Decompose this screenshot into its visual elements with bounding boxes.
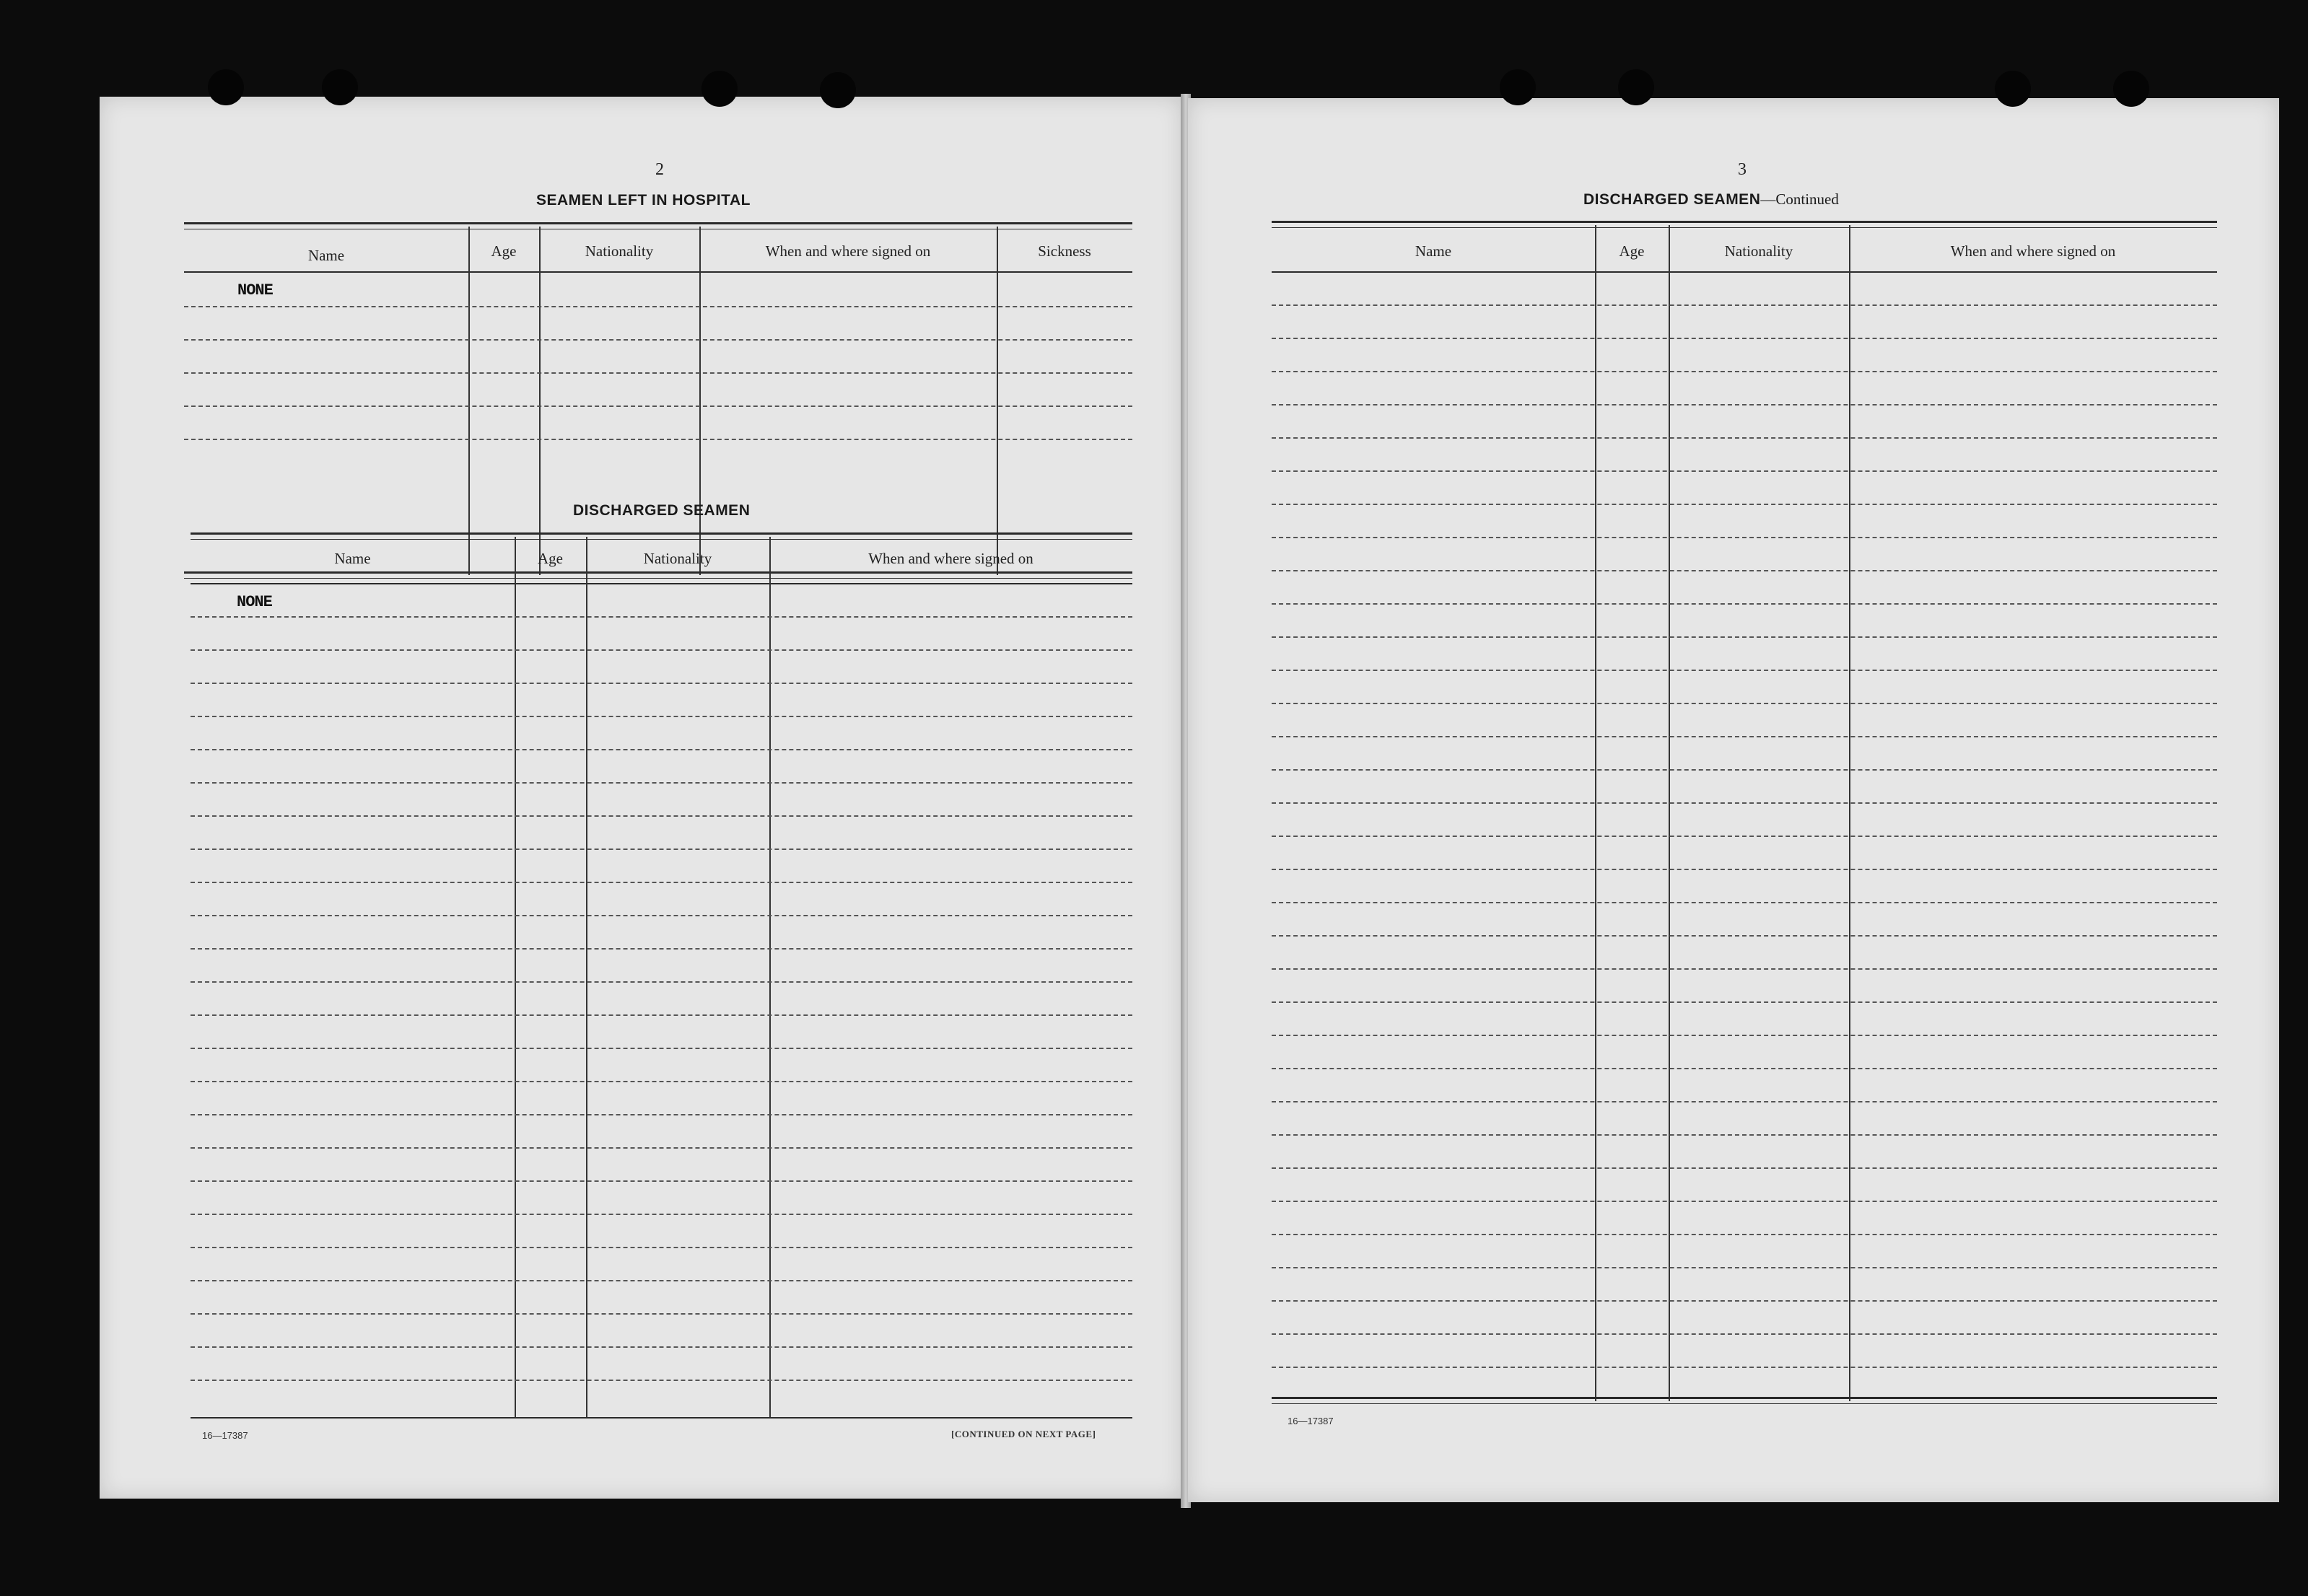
row-line xyxy=(191,616,1132,618)
row-line xyxy=(191,782,1132,784)
row-line xyxy=(1272,570,2217,571)
row-line xyxy=(1272,1035,2217,1036)
row-line xyxy=(1272,1134,2217,1136)
form-number: 16—17387 xyxy=(202,1430,248,1441)
table-bottom-rule xyxy=(1272,1397,2217,1404)
row-line xyxy=(1272,1267,2217,1268)
row-line xyxy=(1272,1367,2217,1368)
col-header-signed-on: When and where signed on xyxy=(765,242,931,260)
row-line xyxy=(184,372,1132,374)
row-line xyxy=(1272,537,2217,538)
row-line xyxy=(1272,304,2217,306)
row-line xyxy=(191,882,1132,883)
discharged-continued-title xyxy=(1583,190,1839,209)
row-line xyxy=(191,1280,1132,1281)
row-line xyxy=(1272,1001,2217,1003)
title-suffix: —Continued xyxy=(1760,190,1839,208)
row-line xyxy=(191,1380,1132,1381)
row-line xyxy=(1272,802,2217,804)
continued-note: [CONTINUED ON NEXT PAGE] xyxy=(951,1429,1096,1439)
col-header-nationality: Nationality xyxy=(1724,242,1793,260)
binder-hole xyxy=(208,69,244,105)
row-line xyxy=(1272,404,2217,405)
row-line xyxy=(184,339,1132,341)
right-page xyxy=(1188,98,2279,1502)
column-divider xyxy=(468,227,470,575)
row-line xyxy=(1272,1167,2217,1169)
column-divider xyxy=(515,537,516,1419)
col-header-signed-on: When and where signed on xyxy=(1950,242,2116,260)
binder-hole xyxy=(1618,69,1654,105)
entry-none: NONE xyxy=(237,281,273,299)
col-header-nationality: Nationality xyxy=(643,550,712,567)
left-page xyxy=(100,97,1182,1499)
column-divider xyxy=(539,227,541,575)
header-rule xyxy=(191,583,1132,584)
column-divider xyxy=(586,537,587,1419)
column-divider xyxy=(1595,225,1596,1401)
row-line xyxy=(191,981,1132,983)
binder-hole xyxy=(701,71,738,107)
row-line xyxy=(191,1214,1132,1215)
discharged-table xyxy=(191,532,1132,1423)
row-line xyxy=(1272,935,2217,937)
row-line xyxy=(191,1147,1132,1149)
col-header-nationality: Nationality xyxy=(585,242,654,260)
row-line xyxy=(1272,437,2217,439)
row-line xyxy=(1272,371,2217,372)
header-rule xyxy=(1272,271,2217,273)
row-line xyxy=(191,1081,1132,1082)
row-line xyxy=(1272,470,2217,472)
row-line xyxy=(184,306,1132,307)
table-top-rule xyxy=(184,222,1132,229)
row-line xyxy=(191,1346,1132,1348)
row-line xyxy=(191,749,1132,750)
row-line xyxy=(1272,670,2217,671)
row-line xyxy=(191,849,1132,850)
row-line xyxy=(1272,338,2217,339)
binder-hole xyxy=(2113,71,2149,107)
row-line xyxy=(1272,1068,2217,1069)
row-line xyxy=(191,1313,1132,1315)
row-line xyxy=(1272,968,2217,970)
col-header-name: Name xyxy=(307,247,345,264)
page-number: 3 xyxy=(1738,160,1747,179)
row-line xyxy=(184,439,1132,440)
row-line xyxy=(1272,603,2217,605)
binder-hole xyxy=(820,72,856,108)
row-line xyxy=(1272,1101,2217,1102)
table-top-rule xyxy=(191,532,1132,540)
row-line xyxy=(1272,1201,2217,1202)
row-line xyxy=(191,815,1132,817)
row-line xyxy=(191,1180,1132,1182)
header-rule xyxy=(184,271,1132,273)
row-line xyxy=(1272,504,2217,505)
col-header-name: Name xyxy=(1415,242,1452,260)
row-line xyxy=(191,649,1132,651)
discharged-continued-table xyxy=(1272,221,2217,1404)
row-line xyxy=(191,716,1132,717)
col-header-age: Age xyxy=(1619,242,1645,260)
row-line xyxy=(1272,736,2217,737)
column-divider xyxy=(997,227,998,575)
row-line xyxy=(1272,769,2217,771)
row-line xyxy=(184,405,1132,407)
binder-hole xyxy=(1500,69,1536,105)
title-main: DISCHARGED SEAMEN xyxy=(1583,191,1761,208)
row-line xyxy=(191,1247,1132,1248)
table-bottom-rule xyxy=(191,1417,1132,1419)
row-line xyxy=(191,915,1132,916)
row-line xyxy=(1272,703,2217,704)
row-line xyxy=(1272,902,2217,903)
col-header-age: Age xyxy=(538,550,563,567)
hospital-section-title: SEAMEN LEFT IN HOSPITAL xyxy=(536,192,751,209)
column-divider xyxy=(1849,225,1850,1401)
col-header-age: Age xyxy=(491,242,517,260)
col-header-signed-on: When and where signed on xyxy=(868,550,1033,567)
column-divider xyxy=(1669,225,1670,1401)
row-line xyxy=(1272,1333,2217,1335)
row-line xyxy=(1272,1234,2217,1235)
hospital-table xyxy=(184,222,1132,578)
binder-hole xyxy=(1995,71,2031,107)
table-top-rule xyxy=(1272,221,2217,228)
page-number: 2 xyxy=(655,160,664,179)
binder-hole xyxy=(322,69,358,105)
entry-none: NONE xyxy=(237,593,272,611)
row-line xyxy=(191,1048,1132,1049)
form-number: 16—17387 xyxy=(1288,1416,1334,1426)
row-line xyxy=(191,1014,1132,1016)
row-line xyxy=(1272,1300,2217,1302)
row-line xyxy=(191,683,1132,684)
col-header-name: Name xyxy=(334,550,371,567)
row-line xyxy=(1272,836,2217,837)
row-line xyxy=(191,948,1132,950)
column-divider xyxy=(699,227,701,575)
row-line xyxy=(1272,869,2217,870)
row-line xyxy=(1272,636,2217,638)
row-line xyxy=(191,1114,1132,1115)
discharged-section-title: DISCHARGED SEAMEN xyxy=(573,502,751,519)
column-divider xyxy=(769,537,771,1419)
col-header-sickness: Sickness xyxy=(1038,242,1091,260)
